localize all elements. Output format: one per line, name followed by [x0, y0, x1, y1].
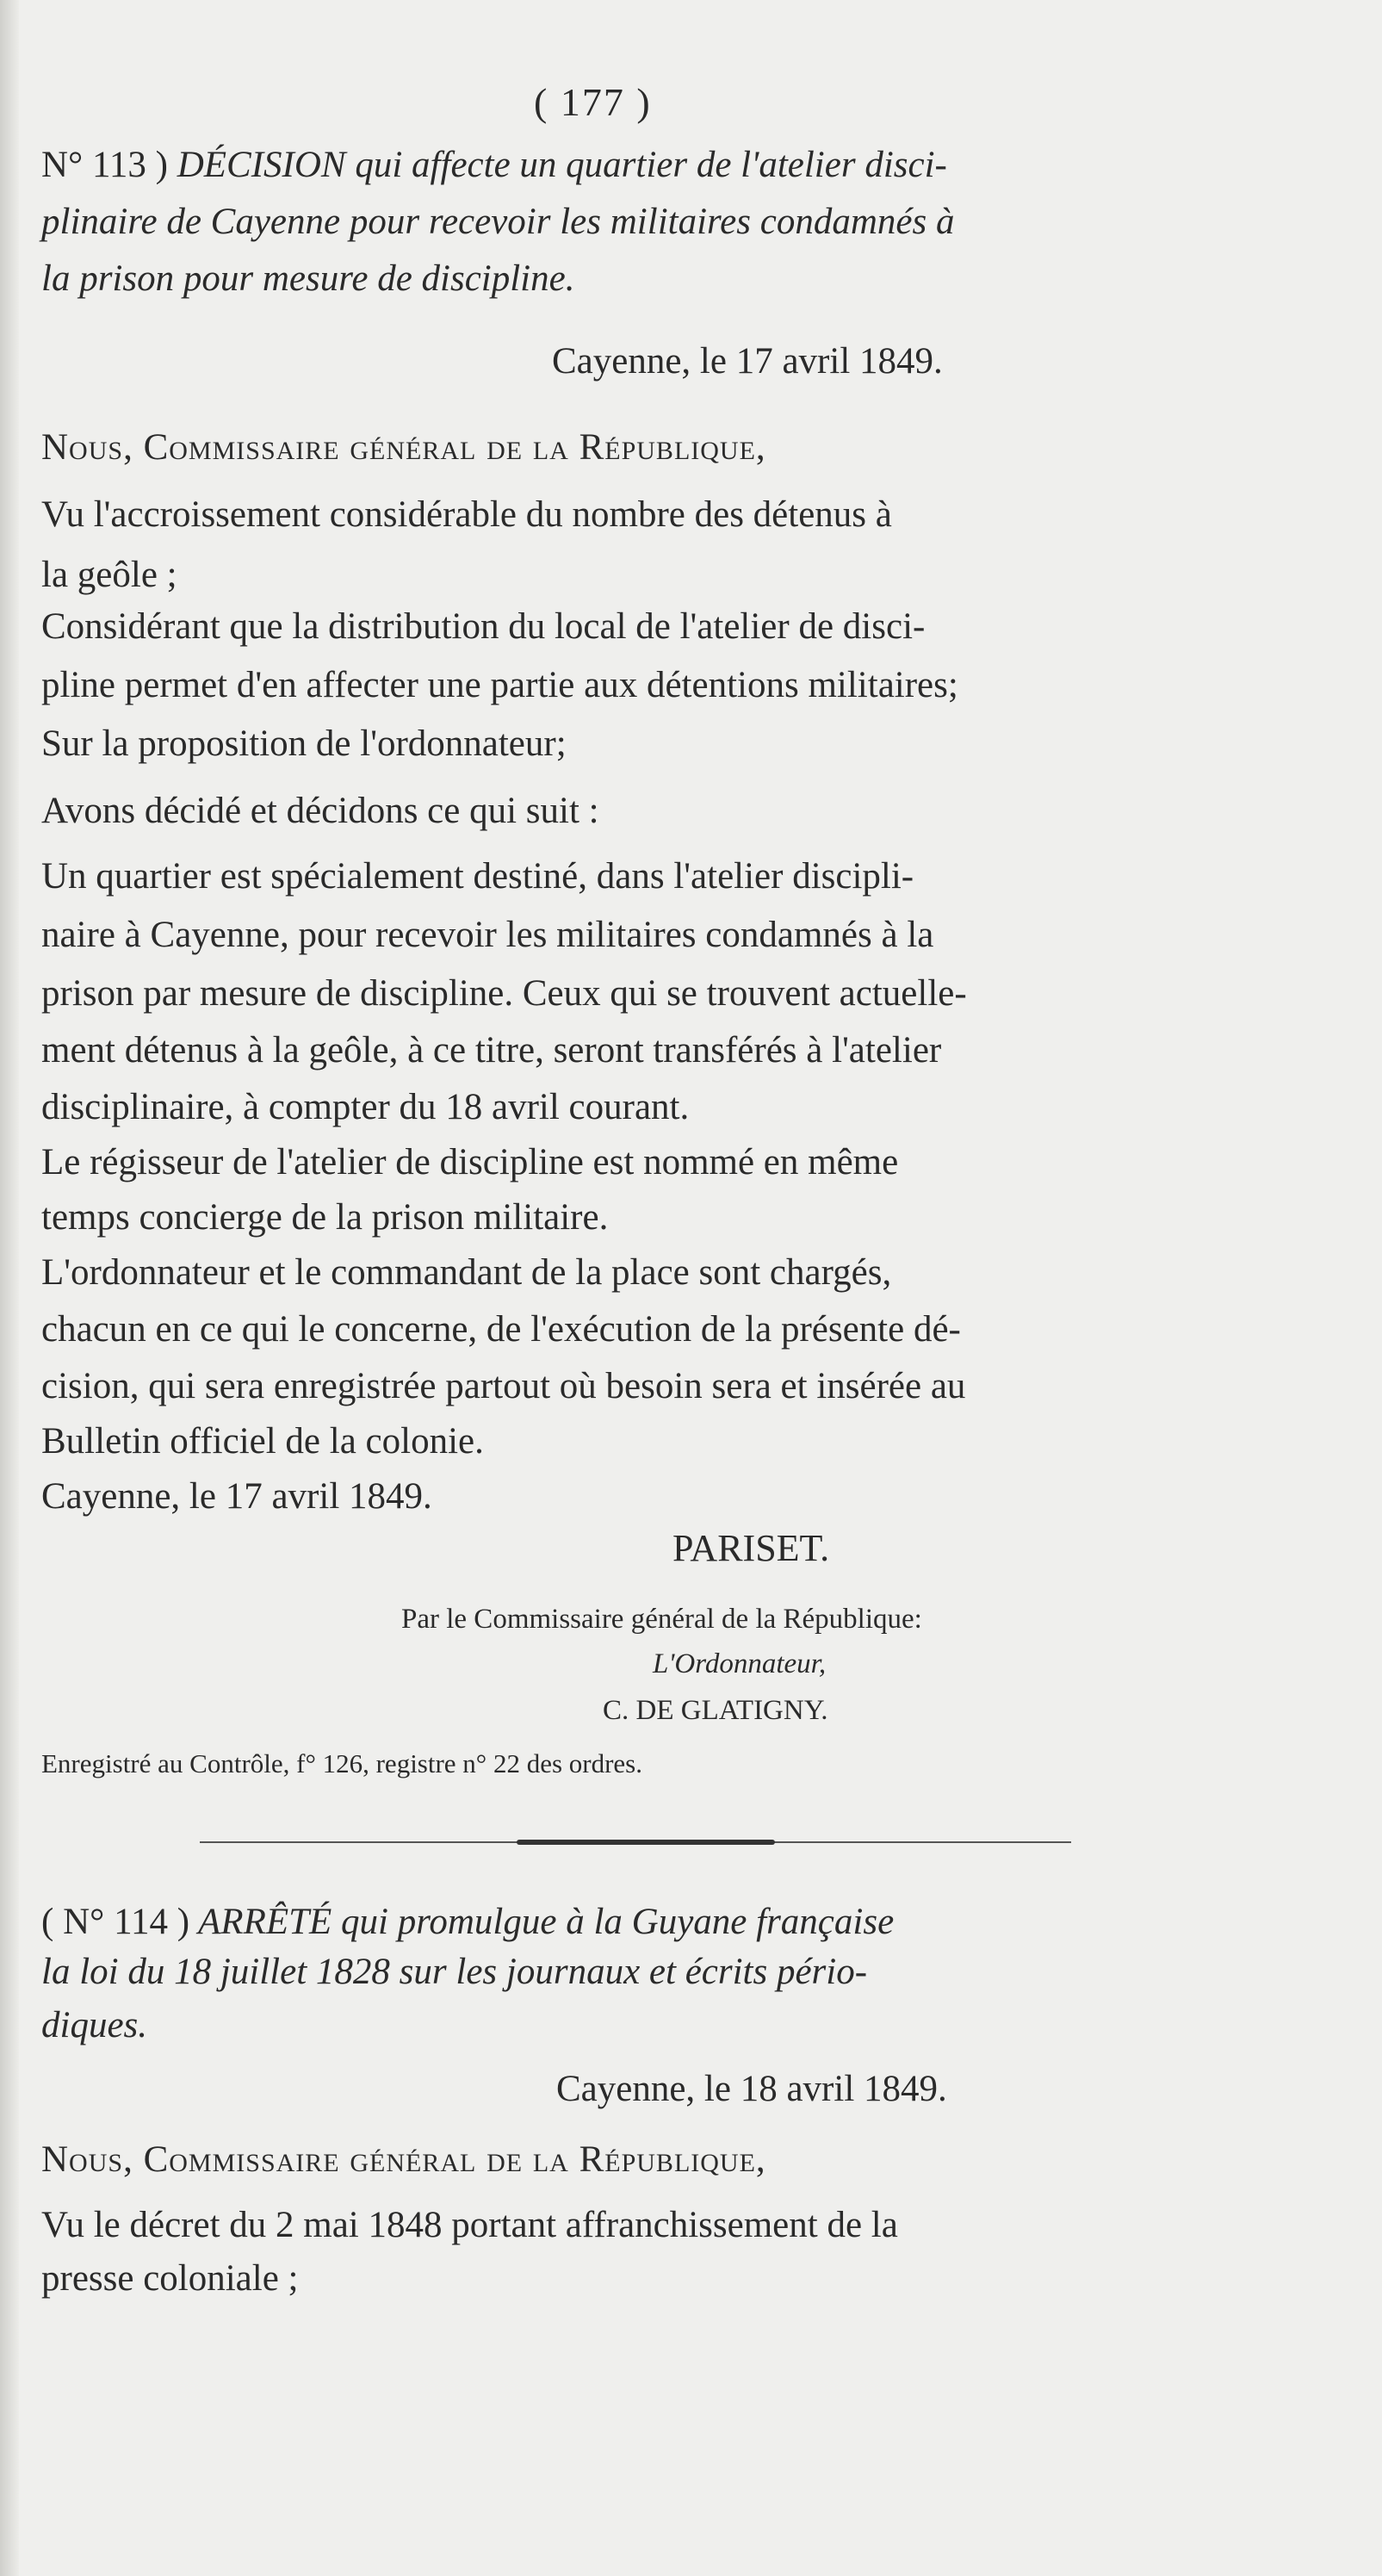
- arrete-dateline: Cayenne, le 18 avril 1849.: [556, 2069, 947, 2109]
- arrete-title-line-3: diques.: [41, 2005, 148, 2045]
- arrete-title-text-1: ARRÊTÉ qui promulgue à la Guyane française: [198, 1902, 895, 1942]
- arrete-title-line-1: [41, 1903, 894, 1940]
- decision-title-line-3: la prison pour mesure de discipline.: [41, 258, 575, 299]
- arrete-line: Vu le décret du 2 mai 1848 portant affranchissement de la: [41, 2205, 898, 2245]
- decision-line: la geôle ;: [41, 555, 177, 595]
- decision-line: Avons décidé et décidons ce qui suit :: [41, 791, 599, 831]
- decision-authority: Nous, Commissaire général de la République,: [41, 427, 766, 468]
- page-edge-shadow: [0, 0, 19, 2576]
- decision-line: Bulletin officiel de la colonie.: [41, 1421, 484, 1462]
- decision-line: Considérant que la distribution du local de l'atelier de disci-: [41, 606, 926, 647]
- signature: PARISET.: [672, 1527, 830, 1569]
- decision-line: prison par mesure de discipline. Ceux qui se trouvent actuelle-: [41, 973, 967, 1014]
- decision-line: L'ordonnateur et le commandant de la place sont chargés,: [41, 1252, 892, 1293]
- decision-title-line-1: [41, 146, 947, 183]
- arrete-authority: Nous, Commissaire général de la République,: [41, 2139, 766, 2180]
- page-number: ( 177 ): [534, 80, 652, 124]
- decision-line: Sur la proposition de l'ordonnateur;: [41, 723, 567, 764]
- decision-line: Cayenne, le 17 avril 1849.: [41, 1476, 432, 1517]
- decision-line: cision, qui sera enregistrée partout où besoin sera et insérée au: [41, 1366, 966, 1406]
- decision-title-line-2: plinaire de Cayenne pour recevoir les militaires condamnés à: [41, 202, 955, 242]
- section-divider-center: [517, 1840, 775, 1845]
- decision-line: chacun en ce qui le concerne, de l'exécution de la présente dé-: [41, 1309, 961, 1350]
- decision-title-text-1: DÉCISION qui affecte un quartier de l'atelier disci-: [177, 145, 947, 185]
- decision-line: Vu l'accroissement considérable du nombre des détenus à: [41, 494, 892, 535]
- registration-note: Enregistré au Contrôle, f° 126, registre n° 22 des ordres.: [41, 1748, 642, 1778]
- decision-number: N° 113 ): [41, 145, 168, 185]
- arrete-number: ( N° 114 ): [41, 1902, 190, 1942]
- decision-line: Un quartier est spécialement destiné, dans l'atelier discipli-: [41, 856, 914, 897]
- countersign-name: C. DE GLATIGNY.: [603, 1695, 828, 1726]
- arrete-title-line-2: la loi du 18 juillet 1828 sur les journaux et écrits pério-: [41, 1952, 868, 1992]
- decision-line: temps concierge de la prison militaire.: [41, 1197, 609, 1238]
- arrete-line: presse coloniale ;: [41, 2258, 299, 2299]
- decision-dateline: Cayenne, le 17 avril 1849.: [552, 341, 943, 382]
- decision-line: disciplinaire, à compter du 18 avril courant.: [41, 1087, 690, 1127]
- countersign-intro: Par le Commissaire général de la République:: [401, 1604, 922, 1635]
- decision-line: ment détenus à la geôle, à ce titre, seront transférés à l'atelier: [41, 1030, 942, 1071]
- decision-line: pline permet d'en affecter une partie aux détentions militaires;: [41, 665, 958, 705]
- countersign-role: L'Ordonnateur,: [653, 1648, 827, 1679]
- decision-line: Le régisseur de l'atelier de discipline est nommé en même: [41, 1142, 899, 1182]
- decision-line: naire à Cayenne, pour recevoir les militaires condamnés à la: [41, 915, 934, 955]
